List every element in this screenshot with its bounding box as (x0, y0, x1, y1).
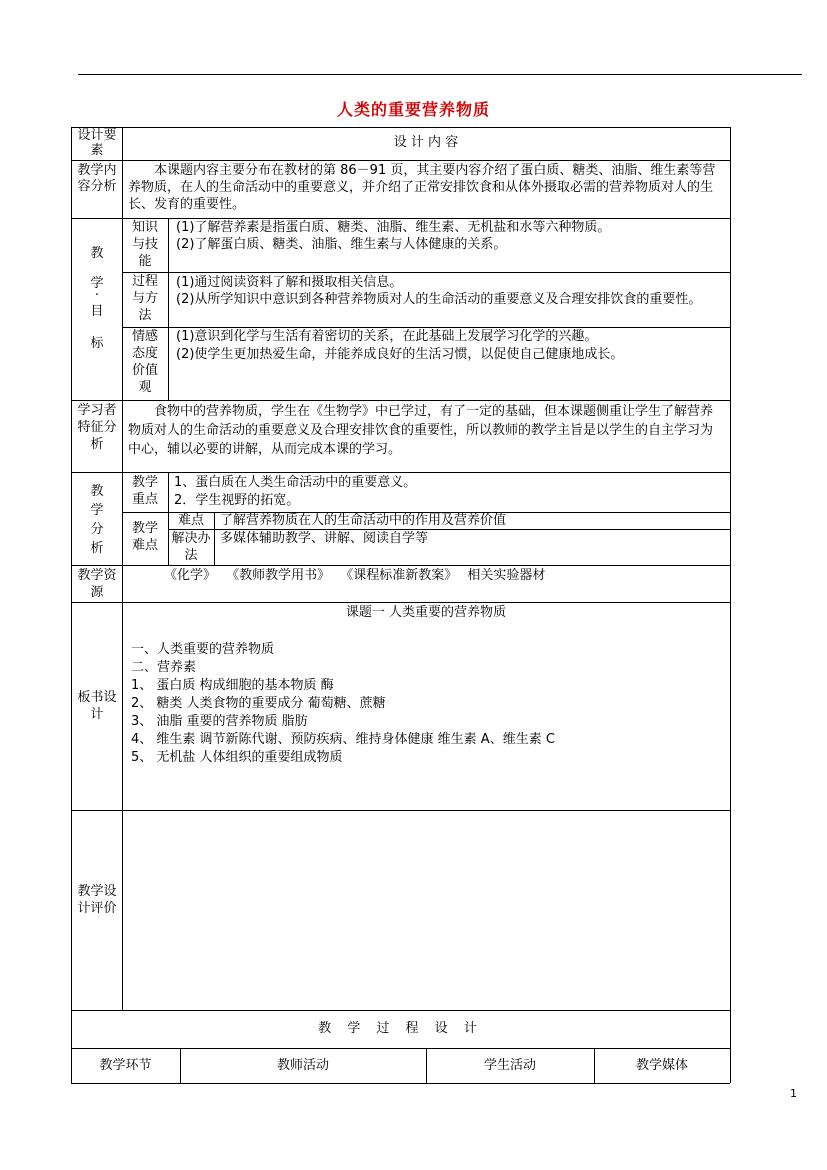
process-design-title: 教 学 过 程 设 计 (318, 1021, 483, 1036)
label-char: 教 (90, 484, 104, 499)
resources-label: 教学资源 (77, 568, 117, 600)
col-line (168, 218, 169, 400)
knowledge-line-2: (2)了解蛋白质、糖类、油脂、维生素与人体健康的关系。 (176, 237, 507, 252)
row-line (71, 1048, 730, 1049)
knowledge-label: 知识与技能 (131, 220, 158, 269)
row-line (122, 272, 730, 273)
row-line (71, 472, 730, 473)
design-content-label: 设 计 内 容 (393, 135, 459, 150)
content-analysis-text: 本课题内容主要分布在教材的第 86－91 页，其主要内容介绍了蛋白质、糖类、油脂、维生素等营养物质，在人的生命活动中的重要意义，并介绍了正常安排饮食和从体外摄取必需的营养物质对人的生长、发育的重要性。 (128, 163, 716, 212)
solution-sub-label: 解决办法 (171, 531, 211, 563)
col-header-teacher-activity: 教师活动 (276, 1058, 329, 1073)
board-line-4: 2、 糖类 人类食物的重要成分 葡萄糖、蔗糖 (131, 696, 386, 711)
resources-text: 《化学》 《教师教学用书》 《课程标准新教案》 相关实验器材 (164, 568, 546, 583)
process-line-1: (1)通过阅读资料了解和摄取相关信息。 (176, 275, 403, 290)
label-char: 学 (90, 503, 104, 518)
row-line (71, 602, 730, 603)
col-header-teaching-step: 教学环节 (99, 1058, 152, 1073)
header-rule (78, 74, 802, 75)
page-number: 1 (790, 1087, 797, 1100)
table-border-top (71, 127, 730, 128)
evaluation-label: 教学设计评价 (77, 884, 117, 916)
key-point-2: 2．学生视野的拓宽。 (174, 493, 300, 508)
design-elements-label: 设计要素 (77, 128, 117, 158)
board-line-2: 二、营养素 (131, 660, 197, 675)
key-points-label: 教学重点 (131, 475, 158, 507)
objectives-label (85, 242, 109, 352)
board-design-heading: 课题一 人类重要的营养物质 (345, 605, 507, 620)
knowledge-line-1: (1)了解营养素是指蛋白质、糖类、油脂、维生素、无机盐和水等六种物质。 (176, 220, 611, 235)
emotion-line-1: (1)意识到化学与生活有着密切的关系，在此基础上发展学习化学的兴趣。 (176, 329, 598, 344)
difficulty-sub-label: 难点 (177, 513, 204, 528)
label-char: 析 (90, 541, 104, 556)
difficulty-label: 教学难点 (131, 521, 158, 553)
col-line (214, 512, 215, 565)
label-char: 目 (90, 304, 104, 319)
row-line (71, 810, 730, 811)
table-border-left (71, 127, 72, 1083)
emotion-label: 情感态度价值观 (131, 329, 158, 395)
label-char: 分 (90, 522, 104, 537)
board-line-6: 4、 维生素 调节新陈代谢、预防疾病、维持身体健康 维生素 A、维生素 C (131, 732, 555, 747)
board-design-label: 板书设计 (77, 690, 117, 722)
difficulty-text: 了解营养物质在人的生命活动中的作用及营养价值 (220, 513, 507, 528)
row-line (71, 1010, 730, 1011)
row-line (71, 160, 730, 161)
table-border-bottom (71, 1083, 730, 1084)
col-header-student-activity: 学生活动 (483, 1058, 536, 1073)
board-line-3: 1、 蛋白质 构成细胞的基本物质 酶 (131, 678, 334, 693)
board-line-7: 5、 无机盐 人体组织的重要组成物质 (131, 750, 343, 765)
col-line (168, 472, 169, 565)
table-border-right (730, 127, 731, 1083)
row-line (71, 565, 730, 566)
row-line (71, 400, 730, 401)
learner-analysis-text: 食物中的营养物质，学生在《生物学》中已学过，有了一定的基础，但本课题侧重让学生了解营养物质对人的生命活动的重要意义及合理安排饮食的重要性，所以教师的教学主旨是以学生的自主学习为中心，辅以必要的讲解，从而完成本课的学习。 (128, 404, 714, 457)
col-line (122, 127, 123, 1010)
col-header-teaching-media: 教学媒体 (635, 1058, 688, 1073)
board-line-5: 3、 油脂 重要的营养物质 脂肪 (131, 714, 308, 729)
label-char: 标 (90, 336, 104, 351)
label-char: · (94, 288, 100, 303)
label-char: 学 (90, 276, 104, 291)
page-title: 人类的重要营养物质 (336, 100, 490, 119)
process-line-2: (2)从所学知识中意识到各种营养物质对人的生命活动的重要意义及合理安排饮食的重要性。 (176, 292, 702, 307)
content-analysis-label: 教学内容分析 (77, 163, 117, 194)
teaching-analysis-label (85, 482, 109, 558)
key-point-1: 1、蛋白质在人类生命活动中的重要意义。 (174, 475, 417, 490)
learner-analysis-label: 学习者特征分析 (77, 403, 117, 452)
emotion-line-2: (2)使学生更加热爱生命，并能养成良好的生活习惯，以促使自己健康地成长。 (176, 347, 624, 362)
process-label: 过程与方法 (131, 274, 158, 323)
solution-text: 多媒体辅助教学、讲解、阅读自学等 (220, 531, 429, 546)
label-char: 教 (90, 246, 104, 261)
board-line-1: 一、人类重要的营养物质 (131, 642, 275, 657)
